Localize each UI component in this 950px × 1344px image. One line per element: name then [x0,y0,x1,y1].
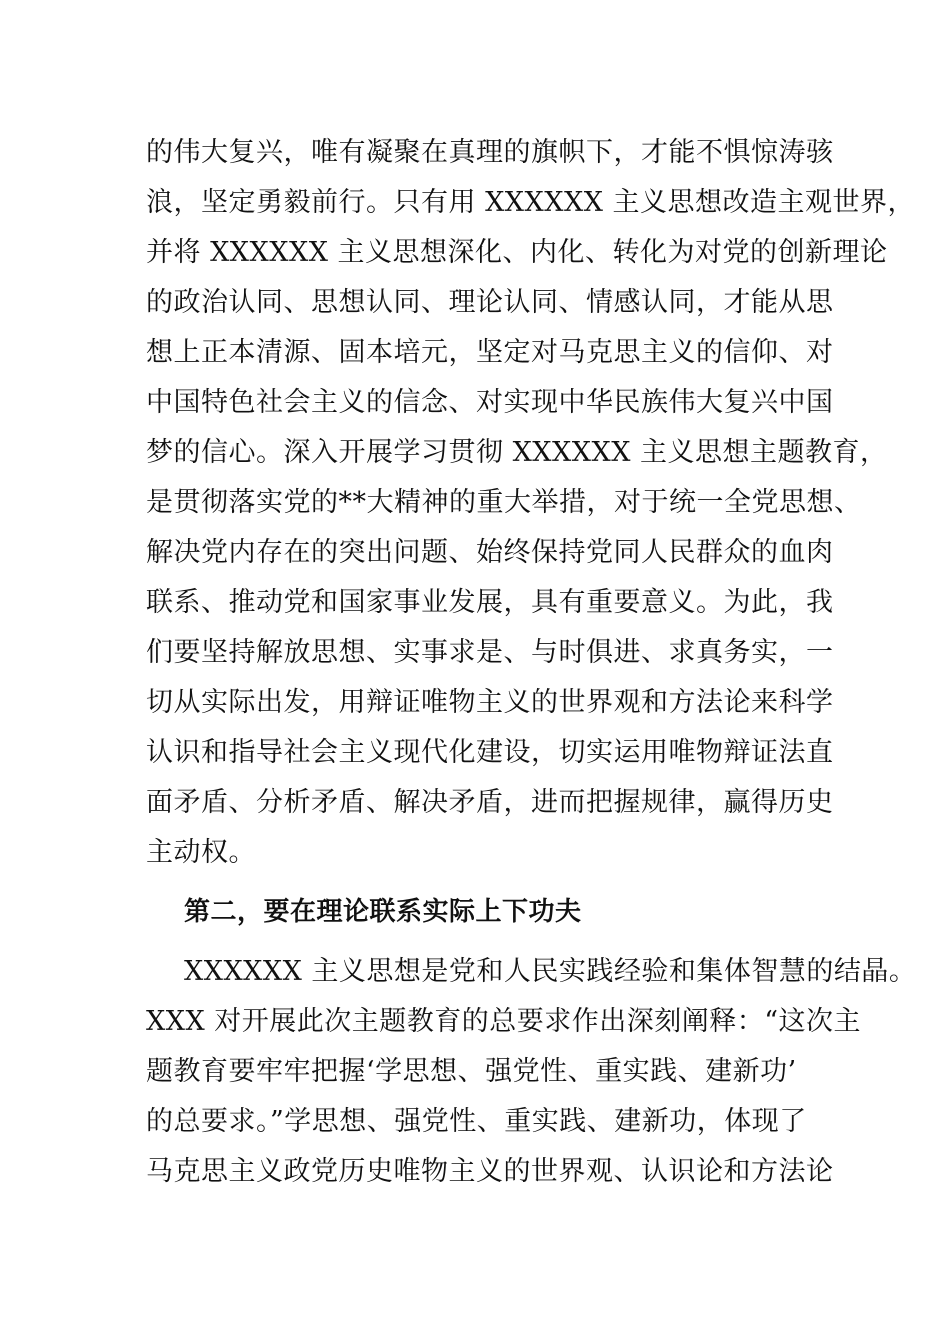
paragraph-line: 认识和指导社会主义现代化建设，切实运用唯物辩证法直 [146,737,834,768]
paragraph-line: 的伟大复兴，唯有凝聚在真理的旗帜下，才能不惧惊涛骇 [146,137,834,168]
paragraph-line: 的政治认同、思想认同、理论认同、情感认同，才能从思 [146,287,834,318]
paragraph-line: 想上正本清源、固本培元，坚定对马克思主义的信仰、对 [146,337,834,368]
paragraph-line: 马克思主义政党历史唯物主义的世界观、认识论和方法论 [146,1156,834,1187]
paragraph-line: XXX 对开展此次主题教育的总要求作出深刻阐释：“这次主 [146,1006,862,1037]
paragraph-line: 的总要求。”学思想、强党性、重实践、建新功，体现了 [146,1106,807,1137]
paragraph-line: 浪，坚定勇毅前行。只有用 XXXXXX 主义思想改造主观世界， [146,187,915,218]
paragraph-line: 切从实际出发，用辩证唯物主义的世界观和方法论来科学 [146,687,834,718]
paragraph-line: 并将 XXXXXX 主义思想深化、内化、转化为对党的创新理论 [146,237,888,268]
section-heading: 第二，要在理论联系实际上下功夫 [184,897,582,927]
paragraph-line: 联系、推动党和国家事业发展，具有重要意义。为此，我 [146,587,834,618]
paragraph-line: 梦的信心。深入开展学习贯彻 XXXXXX 主义思想主题教育， [146,437,888,468]
paragraph-line: 中国特色社会主义的信念、对实现中华民族伟大复兴中国 [146,387,834,418]
paragraph-line: 解决党内存在的突出问题、始终保持党同人民群众的血肉 [146,537,834,568]
paragraph-line: 们要坚持解放思想、实事求是、与时俱进、求真务实，一 [146,637,834,668]
paragraph-line: 主动权。 [146,837,256,868]
paragraph-line: 是贯彻落实党的**大精神的重大举措，对于统一全党思想、 [146,487,862,518]
paragraph-line: XXXXXX 主义思想是党和人民实践经验和集体智慧的结晶。 [184,956,917,987]
paragraph-line: 面矛盾、分析矛盾、解决矛盾，进而把握规律，赢得历史 [146,787,834,818]
paragraph-line: 题教育要牢牢把握‘学思想、强党性、重实践、建新功’ [146,1056,797,1087]
